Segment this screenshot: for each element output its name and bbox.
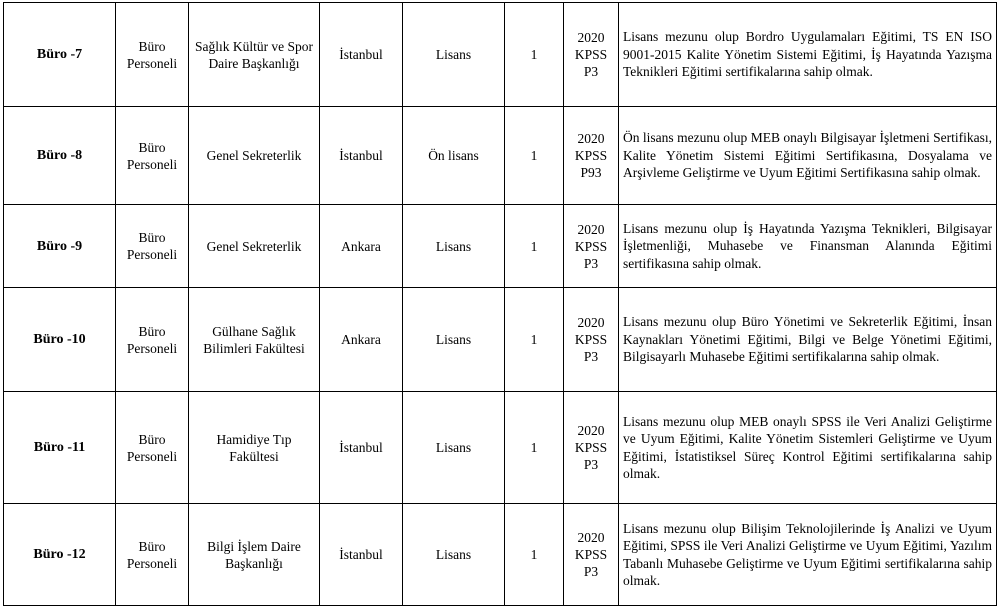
position-title: Büro Personeli: [116, 107, 189, 205]
position-unit: Hamidiye Tıp Fakültesi: [189, 392, 320, 504]
table-row: [4, 504, 997, 606]
position-exam: 2020 KPSS P3: [564, 392, 619, 504]
position-city: Ankara: [320, 288, 403, 392]
position-title: Büro Personeli: [116, 3, 189, 107]
position-city: Ankara: [320, 205, 403, 288]
position-city: İstanbul: [320, 3, 403, 107]
position-education: Lisans: [403, 3, 505, 107]
position-requirement: Lisans mezunu olup Büro Yönetimi ve Sekreterlik Eğitimi, İnsan Kaynakları Yönetimi Eğitimi, Bilgi ve Belge Yönetimi Eğitimi, Bilgisayarlı Muhasebe Eğitimi sertifikalarına sahip olmak.: [619, 288, 997, 392]
position-exam: 2020 KPSS P3: [564, 504, 619, 606]
position-code: Büro -7: [4, 3, 116, 107]
position-requirement: Lisans mezunu olup MEB onaylı SPSS ile Veri Analizi Geliştirme ve Uyum Eğitimi, Kalite Yönetim Sistemleri Geliştirme ve Uyum Eğitimi, İstatistiksel Süreç Kontrol Eğitimi sertifikalarına sahip olmak.: [619, 392, 997, 504]
position-exam: 2020 KPSS P3: [564, 288, 619, 392]
position-city: İstanbul: [320, 392, 403, 504]
position-exam: 2020 KPSS P93: [564, 107, 619, 205]
position-exam: 2020 KPSS P3: [564, 205, 619, 288]
positions-table: [3, 2, 997, 606]
position-unit: Sağlık Kültür ve Spor Daire Başkanlığı: [189, 3, 320, 107]
position-exam: 2020 KPSS P3: [564, 3, 619, 107]
position-code: Büro -12: [4, 504, 116, 606]
table-row: [4, 392, 997, 504]
position-title: Büro Personeli: [116, 288, 189, 392]
position-education: Lisans: [403, 288, 505, 392]
table-row: [4, 288, 997, 392]
position-education: Lisans: [403, 205, 505, 288]
table-row: [4, 107, 997, 205]
position-unit: Genel Sekreterlik: [189, 107, 320, 205]
position-code: Büro -11: [4, 392, 116, 504]
position-requirement: Lisans mezunu olup İş Hayatında Yazışma Teknikleri, Bilgisayar İşletmenliği, Muhasebe ve Finansman Alanında Eğitimi sertifikasına sahip olmak.: [619, 205, 997, 288]
position-count: 1: [505, 504, 564, 606]
position-code: Büro -10: [4, 288, 116, 392]
position-count: 1: [505, 107, 564, 205]
position-count: 1: [505, 392, 564, 504]
table-row: [4, 205, 997, 288]
position-code: Büro -8: [4, 107, 116, 205]
position-education: Lisans: [403, 504, 505, 606]
position-count: 1: [505, 288, 564, 392]
position-city: İstanbul: [320, 504, 403, 606]
position-unit: Bilgi İşlem Daire Başkanlığı: [189, 504, 320, 606]
position-title: Büro Personeli: [116, 205, 189, 288]
position-count: 1: [505, 3, 564, 107]
position-requirement: Lisans mezunu olup Bilişim Teknolojilerinde İş Analizi ve Uyum Eğitimi, SPSS ile Veri Analizi Geliştirme ve Uyum Eğitimi, Yazılım Tabanlı Muhasebe Geliştirme ve Uyum Eğitimi sertifikalarına sahip olmak.: [619, 504, 997, 606]
position-requirement: Ön lisans mezunu olup MEB onaylı Bilgisayar İşletmeni Sertifikası, Kalite Yönetim Sistemi Eğitimi Sertifikasına, Dosyalama ve Arşivleme Geliştirme ve Uyum Eğitimi Sertifikasına sahip olmak.: [619, 107, 997, 205]
position-unit: Genel Sekreterlik: [189, 205, 320, 288]
position-count: 1: [505, 205, 564, 288]
table-row: [4, 3, 997, 107]
position-city: İstanbul: [320, 107, 403, 205]
position-code: Büro -9: [4, 205, 116, 288]
position-title: Büro Personeli: [116, 504, 189, 606]
position-requirement: Lisans mezunu olup Bordro Uygulamaları Eğitimi, TS EN ISO 9001-2015 Kalite Yönetim Sistemi Eğitimi, İş Hayatında Yazışma Teknikleri Eğitimi sertifikalarına sahip olmak.: [619, 3, 997, 107]
position-title: Büro Personeli: [116, 392, 189, 504]
position-education: Lisans: [403, 392, 505, 504]
position-unit: Gülhane Sağlık Bilimleri Fakültesi: [189, 288, 320, 392]
position-education: Ön lisans: [403, 107, 505, 205]
